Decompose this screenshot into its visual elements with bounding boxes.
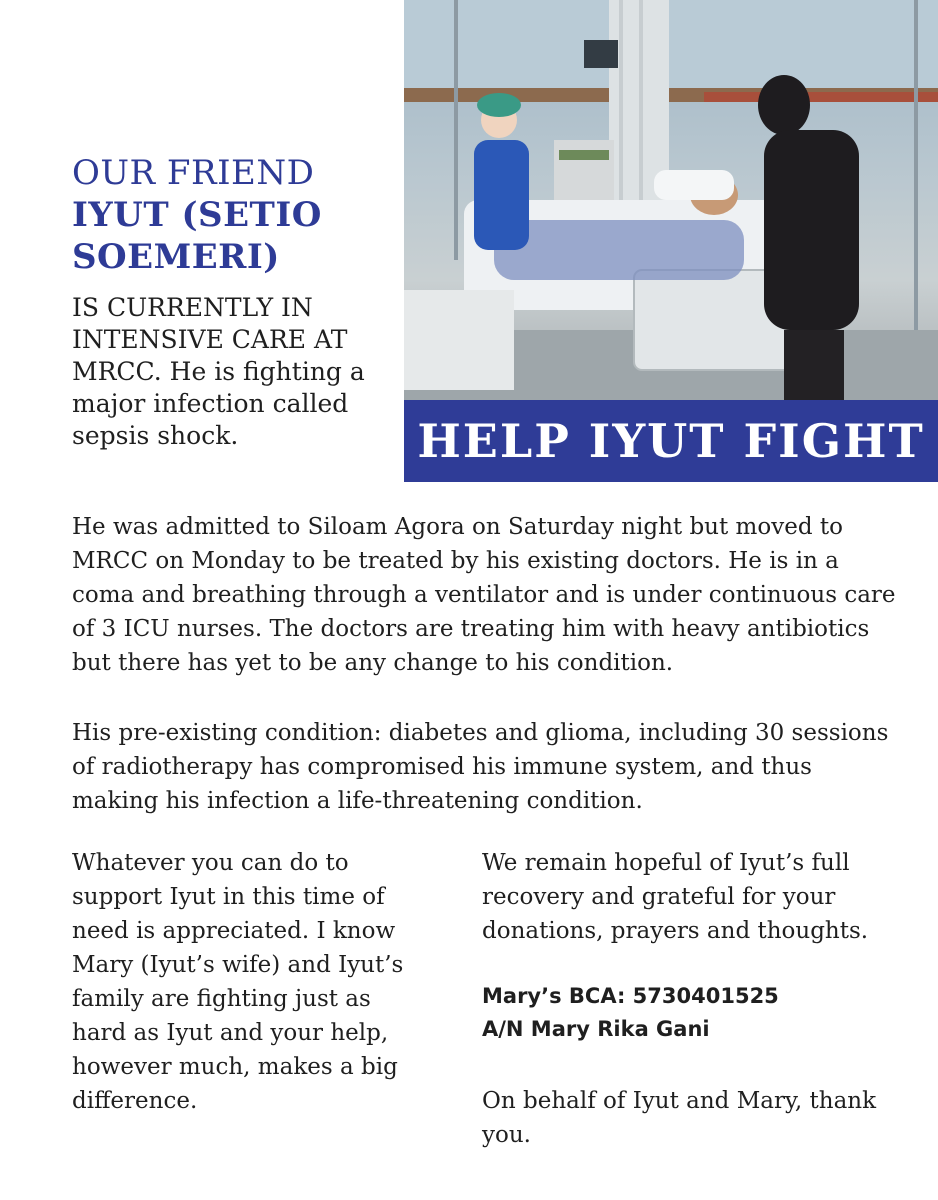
bank-account: Mary’s BCA: 5730401525 bbox=[482, 984, 779, 1008]
icu-photo bbox=[404, 0, 938, 400]
paragraph-condition: His pre-existing condition: diabetes and glioma, including 30 sessions of radiotherapy has compromised his immune system, and thus making his infection a life-threatening condition. bbox=[72, 720, 889, 814]
bank-details bbox=[482, 980, 902, 1046]
headline-line2: IYUT (SETIO SOEMERI) bbox=[72, 195, 322, 277]
bank-holder: A/N Mary Rika Gani bbox=[482, 1017, 710, 1041]
headline bbox=[72, 152, 392, 278]
hope-text: We remain hopeful of Iyut’s full recovery and grateful for your donations, prayers and thoughts. bbox=[482, 850, 869, 944]
help-banner: HELP IYUT FIGHT bbox=[404, 400, 938, 482]
intro-text: IS CURRENTLY IN INTENSIVE CARE AT MRCC. He is fighting a major infection called sepsis shock. bbox=[72, 293, 365, 450]
headline-line1: OUR FRIEND bbox=[72, 153, 315, 193]
paragraph-admission: He was admitted to Siloam Agora on Saturday night but moved to MRCC on Monday to be treated by his existing doctors. He is in a coma and breathing through a ventilator and is under continuous care of 3 ICU nurses. The doctors are treating him with heavy antibiotics but there has yet to be any change to his condition. bbox=[72, 514, 896, 676]
closing-text: On behalf of Iyut and Mary, thank you. bbox=[482, 1088, 877, 1148]
support-text: Whatever you can do to support Iyut in this time of need is appreciated. I know Mary (Iyut’s wife) and Iyut’s family are fighting just as hard as Iyut and your help, however much, makes a big difference. bbox=[72, 850, 404, 1114]
icu-photo-illustration bbox=[404, 0, 938, 400]
